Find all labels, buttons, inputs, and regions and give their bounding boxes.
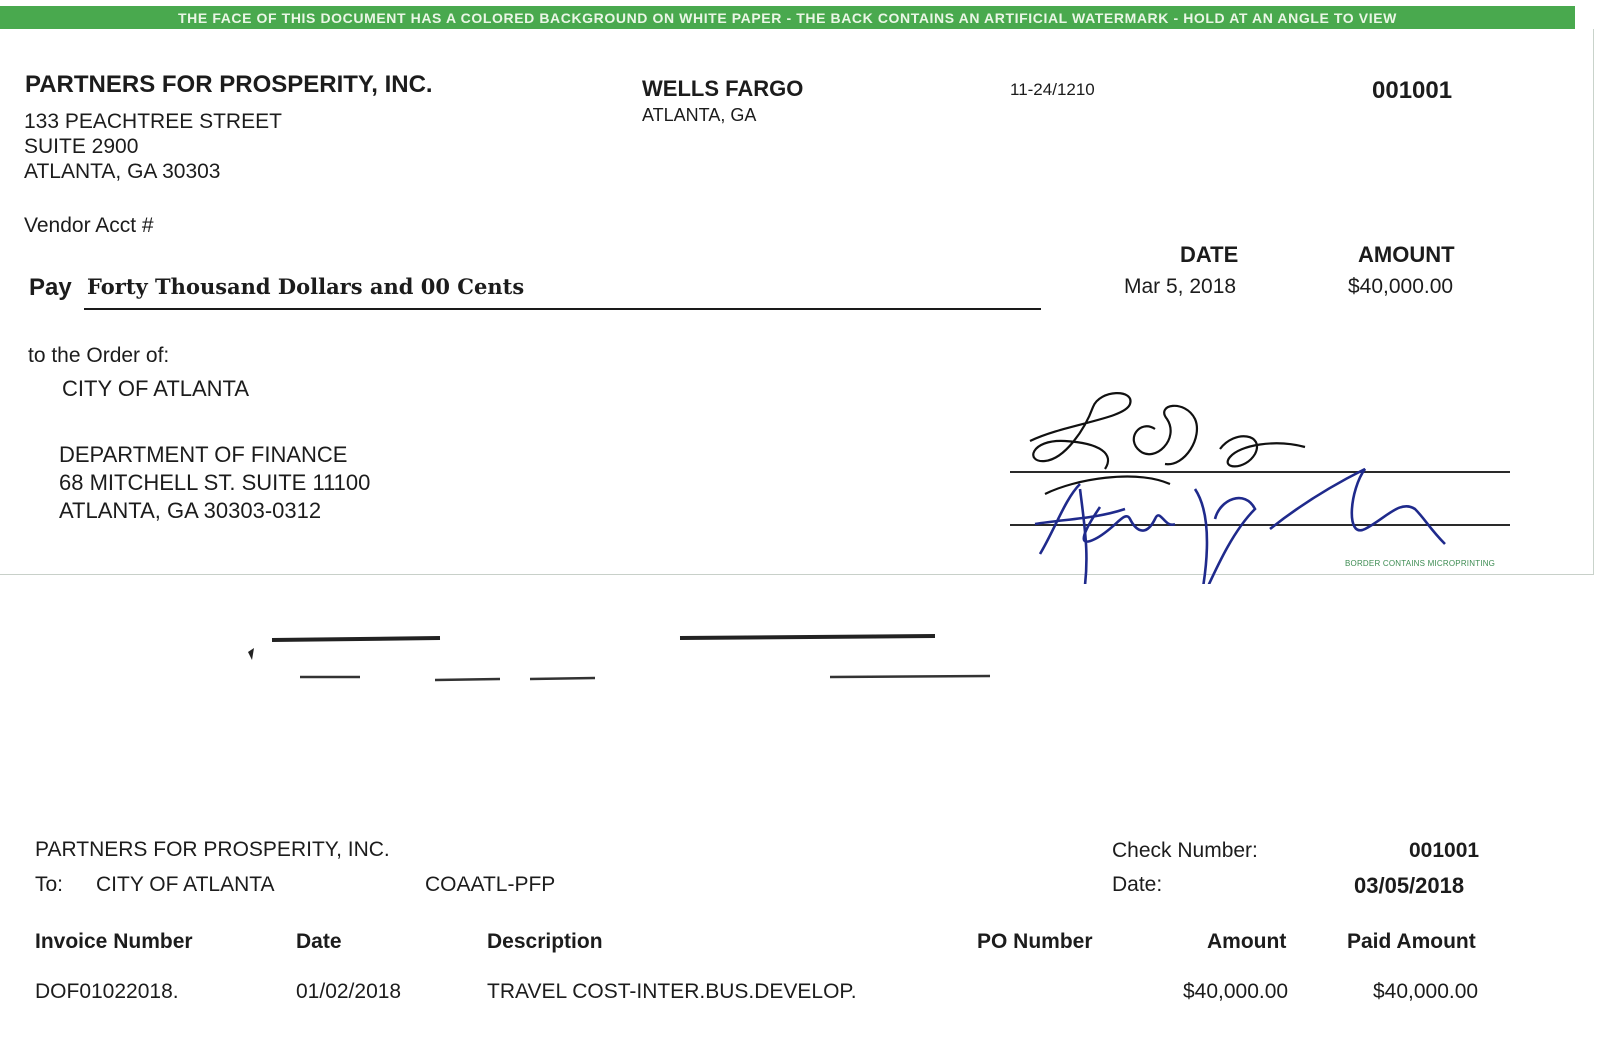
bank-city: ATLANTA, GA bbox=[642, 105, 757, 125]
micr-stroke-upper bbox=[272, 636, 935, 640]
micr-stroke-lower bbox=[300, 676, 990, 680]
cell-description: TRAVEL COST-INTER.BUS.DEVELOP. bbox=[487, 980, 857, 1003]
col-amount: Amount bbox=[1207, 930, 1287, 953]
security-banner: THE FACE OF THIS DOCUMENT HAS A COLORED BACKGROUND ON WHITE PAPER - THE BACK CONTAINS AN ARTIFICIAL WATERMARK - HOLD AT AN ANGLE TO VIEW bbox=[0, 6, 1575, 29]
stub-date-label: Date: bbox=[1112, 873, 1163, 896]
bank-name: WELLS FARGO bbox=[642, 76, 804, 101]
stub-check-number: 001001 bbox=[1409, 839, 1480, 862]
col-description: Description bbox=[487, 930, 603, 953]
stub-payer-name: PARTNERS FOR PROSPERITY, INC. bbox=[35, 838, 390, 861]
signature-block bbox=[1005, 379, 1525, 584]
col-po-number: PO Number bbox=[977, 930, 1093, 953]
check-number: 001001 bbox=[1372, 77, 1453, 104]
redacted-micr-line bbox=[240, 630, 1000, 690]
date-label: DATE bbox=[1180, 242, 1239, 267]
stub-date: 03/05/2018 bbox=[1354, 873, 1465, 898]
routing-fraction: 11-24/1210 bbox=[1010, 80, 1095, 99]
pay-label: Pay bbox=[29, 274, 72, 301]
payer-name: PARTNERS FOR PROSPERITY, INC. bbox=[25, 71, 433, 98]
payer-address-line-1: 133 PEACHTREE STREET bbox=[24, 110, 282, 133]
payee-address-line-2: 68 MITCHELL ST. SUITE 11100 bbox=[59, 470, 371, 495]
cell-paid-amount: $40,000.00 bbox=[1373, 980, 1479, 1003]
payee-name: CITY OF ATLANTA bbox=[62, 376, 250, 401]
order-label: to the Order of: bbox=[28, 344, 170, 367]
micr-mark bbox=[248, 648, 254, 660]
amount-label: AMOUNT bbox=[1358, 242, 1455, 267]
check-date: Mar 5, 2018 bbox=[1124, 275, 1237, 298]
payer-address-line-2: SUITE 2900 bbox=[24, 135, 139, 158]
stub-check-number-label: Check Number: bbox=[1112, 839, 1258, 862]
cell-date: 01/02/2018 bbox=[296, 980, 402, 1003]
stub-vendor-code: COAATL-PFP bbox=[425, 873, 556, 896]
col-invoice-number: Invoice Number bbox=[35, 930, 193, 953]
vendor-acct-label: Vendor Acct # bbox=[24, 214, 154, 237]
payee-address-line-1: DEPARTMENT OF FINANCE bbox=[59, 442, 348, 467]
signature-black-ink bbox=[1030, 393, 1305, 494]
pay-line bbox=[84, 308, 1041, 310]
microprint-notice: BORDER CONTAINS MICROPRINTING bbox=[1345, 559, 1496, 568]
check-face bbox=[0, 29, 1594, 575]
payer-address-line-3: ATLANTA, GA 30303 bbox=[24, 160, 221, 183]
check-amount: $40,000.00 bbox=[1348, 275, 1454, 298]
amount-in-words: Forty Thousand Dollars and 00 Cents bbox=[87, 274, 525, 299]
stub-to-name: CITY OF ATLANTA bbox=[96, 873, 275, 896]
cell-amount: $40,000.00 bbox=[1183, 980, 1289, 1003]
stub-to-label: To: bbox=[35, 873, 64, 896]
cell-invoice-number: DOF01022018. bbox=[35, 980, 179, 1003]
payee-address-line-3: ATLANTA, GA 30303-0312 bbox=[59, 498, 322, 523]
col-date: Date bbox=[296, 930, 342, 953]
col-paid-amount: Paid Amount bbox=[1347, 930, 1476, 953]
